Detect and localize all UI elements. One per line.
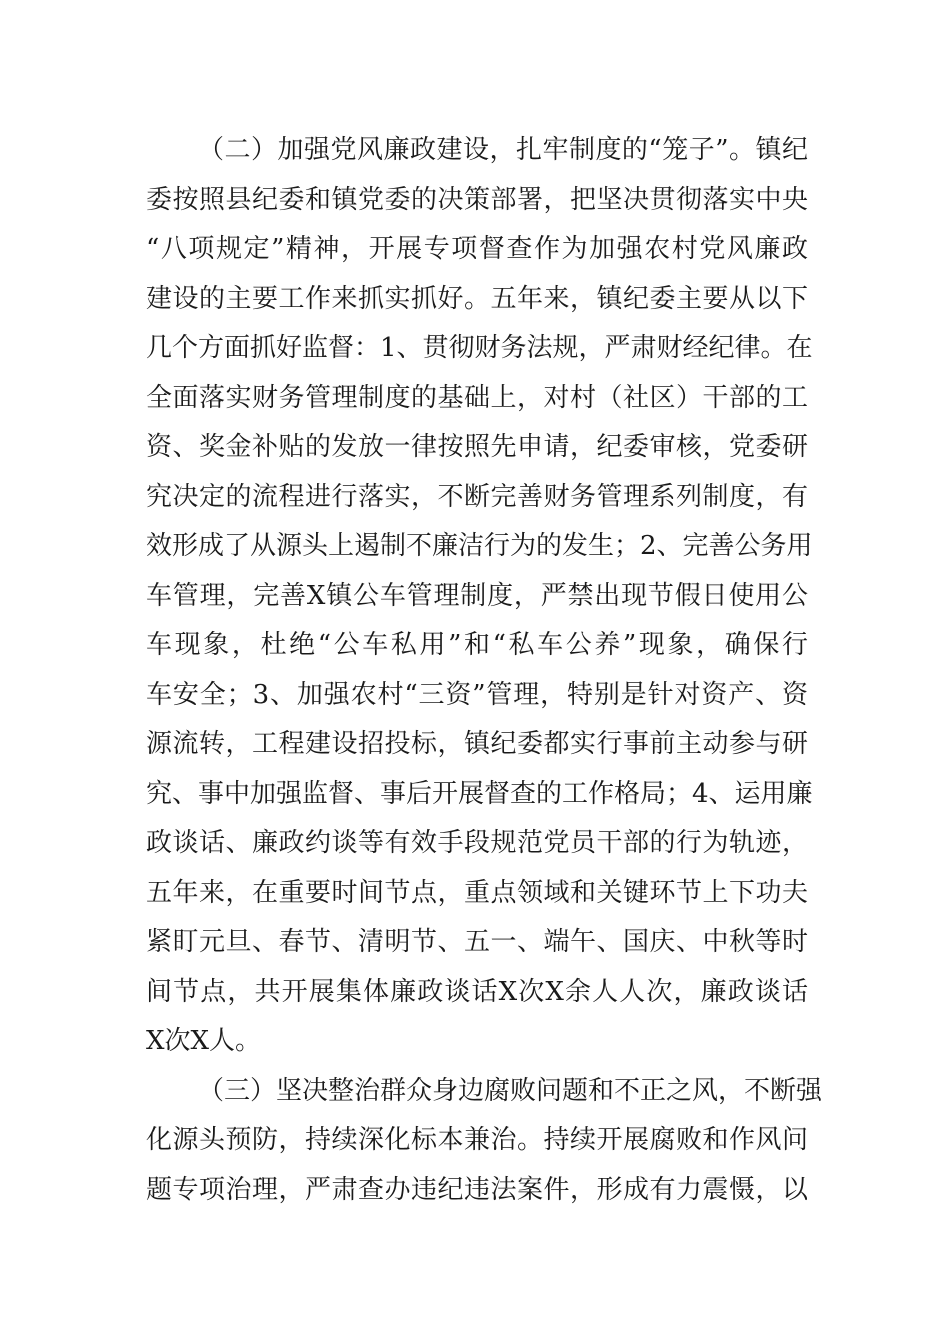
text-line: 资、奖金补贴的发放一律按照先申请，纪委审核，党委研: [146, 432, 808, 462]
text-line: 建设的主要工作来抓实抓好。五年来，镇纪委主要从以下: [146, 283, 808, 314]
paragraph-corruption-rectification: [146, 1067, 823, 1216]
text-line: （二）加强党风廉政建设，扎牢制度的“笼子”。镇纪: [198, 135, 808, 165]
text-line: 紧盯元旦、春节、清明节、五一、端午、国庆、中秋等时: [146, 927, 808, 957]
text-line: 题专项治理，严肃查办违纪违法案件，形成有力震慑，以: [146, 1174, 808, 1205]
text-line: 究决定的流程进行落实，不断完善财务管理系列制度，有: [146, 481, 808, 512]
text-line: 化源头预防，持续深化标本兼治。持续开展腐败和作风问: [146, 1125, 808, 1155]
text-line: 车安全；3、加强农村“三资”管理，特别是针对资产、资: [146, 679, 808, 710]
paragraph-party-conduct: [146, 126, 813, 1067]
text-line: 政谈话、廉政约谈等有效手段规范党员干部的行为轨迹，: [146, 828, 808, 858]
text-line: “八项规定”精神，开展专项督查作为加强农村党风廉政: [146, 234, 808, 264]
text-line: 车管理，完善X镇公车管理制度，严禁出现节假日使用公: [146, 580, 808, 611]
text-line: 究、事中加强监督、事后开展督查的工作格局；4、运用廉: [146, 778, 813, 809]
text-line: 间节点，共开展集体廉政谈话X次X余人人次，廉政谈话: [146, 976, 808, 1007]
text-line: 车现象，杜绝“公车私用”和“私车公养”现象，确保行: [146, 630, 808, 660]
text-line: 五年来，在重要时间节点，重点领域和关键环节上下功夫: [146, 877, 808, 908]
text-line: （三）坚决整治群众身边腐败问题和不正之风，不断强: [198, 1075, 823, 1106]
text-line: 全面落实财务管理制度的基础上，对村（社区）干部的工: [146, 382, 808, 413]
text-line: X次X人。: [146, 1026, 262, 1056]
text-line: 源流转，工程建设招投标，镇纪委都实行事前主动参与研: [146, 729, 808, 759]
text-line: 委按照县纪委和镇党委的决策部署，把坚决贯彻落实中央: [146, 184, 808, 215]
text-line: 效形成了从源头上遏制不廉洁行为的发生；2、完善公务用: [146, 531, 813, 561]
text-line: 几个方面抓好监督：1、贯彻财务法规，严肃财经纪律。在: [146, 333, 813, 363]
document-body: [146, 126, 823, 1215]
